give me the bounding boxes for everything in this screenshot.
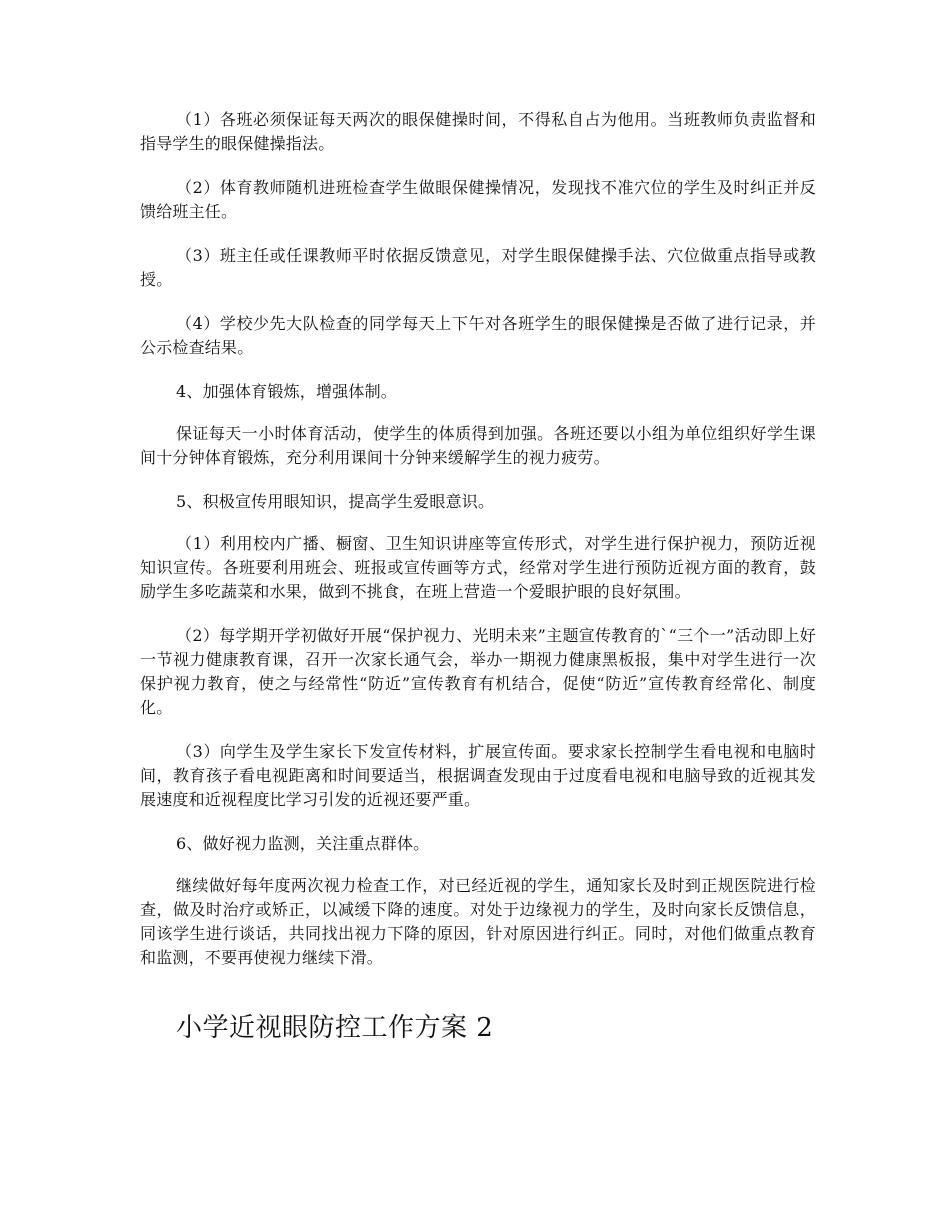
document-title: 小学近视眼防控工作方案 2 <box>176 1013 494 1043</box>
paragraph-teacher-guidance: （3）班主任或任课教师平时依据反馈意见，对学生眼保健操手法、穴位做重点指导或教授。 <box>140 246 816 289</box>
document-body <box>140 108 816 990</box>
paragraph-vision-checks: 继续做好每年度两次视力检查工作，对已经近视的学生，通知家长及时到正规医院进行检查，做及时治疗或矫正，以减缓下降的速度。对处于边缘视力的学生，及时向家长反馈信息，同该学生进行谈话，共同找出视力下降的原因，针对原因进行纠正。同时，对他们做重点教育和监测，不要再使视力继续下滑。 <box>140 876 816 967</box>
section-heading-monitoring: 6、做好视力监测，关注重点群体。 <box>176 834 430 853</box>
paragraph-pioneer-record: （4）学校少先大队检查的同学每天上下午对各班学生的眼保健操是否做了进行记录，并公示检查结果。 <box>140 314 816 357</box>
section-heading-publicity: 5、积极宣传用眼知识，提高学生爱眼意识。 <box>176 492 495 511</box>
paragraph-campus-publicity: （1）利用校内广播、橱窗、卫生知识讲座等宣传形式，对学生进行保护视力，预防近视知识宣传。各班要利用班会、班报或宣传画等方式，经常对学生进行预防近视方面的教育，鼓励学生多吃蔬菜和水果，做到不挑食，在班上营造一个爱眼护眼的良好氛围。 <box>140 534 816 601</box>
paragraph-three-ones-activity: （2）每学期开学初做好开展“保护视力、光明未来”主题宣传教育的`“三个一”活动即上好一节视力健康教育课，召开一次家长通气会，举办一期视力健康黑板报，集中对学生进行一次保护视力教育，使之与经常性“防近”宣传教育有机结合，促使“防近”宣传教育经常化、制度化。 <box>140 626 816 717</box>
paragraph-pe-teacher-check: （2）体育教师随机进班检查学生做眼保健操情况，发现找不准穴位的学生及时纠正并反馈给班主任。 <box>140 178 816 221</box>
section-heading-exercise: 4、加强体育锻炼，增强体制。 <box>176 382 397 401</box>
paragraph-daily-activity: 保证每天一小时体育活动，使学生的体质得到加强。各班还要以小组为单位组织好学生课间十分钟体育锻炼，充分利用课间十分钟来缓解学生的视力疲劳。 <box>140 424 816 467</box>
paragraph-eye-exercise-time: （1）各班必须保证每天两次的眼保健操时间，不得私自占为他用。当班教师负责监督和指导学生的眼保健操指法。 <box>140 110 816 153</box>
paragraph-parent-materials: （3）向学生及学生家长下发宣传材料，扩展宣传面。要求家长控制学生看电视和电脑时间，教育孩子看电视距离和时间要适当，根据调查发现由于过度看电视和电脑导致的近视其发展速度和近视程度比学习引发的近视还要严重。 <box>140 742 816 809</box>
